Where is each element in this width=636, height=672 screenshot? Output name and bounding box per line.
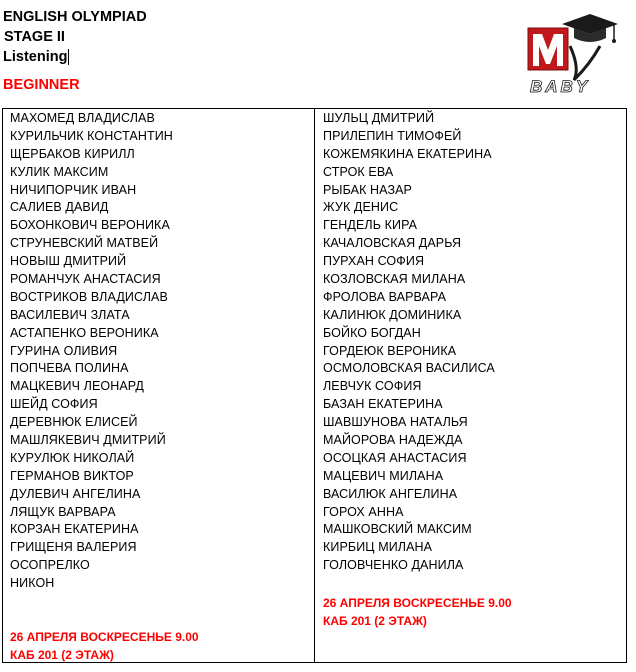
section-label: [3, 47, 147, 67]
participant-name: МАШЛЯКЕВИЧ ДМИТРИЙ: [10, 433, 166, 448]
olympiad-title: ENGLISH OLYMPIAD: [3, 9, 147, 25]
logo-baby-text: BABY: [530, 77, 591, 96]
participant-name: ГРИЩЕНЯ ВАЛЕРИЯ: [10, 540, 137, 555]
participant-name: ШАВШУНОВА НАТАЛЬЯ: [323, 415, 468, 430]
participant-name: РЫБАК НАЗАР: [323, 182, 412, 197]
participant-name: ФРОЛОВА ВАРВАРА: [323, 289, 447, 304]
participant-name: ПРИЛЕПИН ТИМОФЕЙ: [323, 128, 462, 143]
left-note-date: 26 АПРЕЛЯ ВОСКРЕСЕНЬЕ 9.00: [10, 630, 199, 644]
participant-name: ДЕРЕВНЮК ЕЛИСЕЙ: [10, 415, 138, 430]
graduation-cap-icon: [562, 14, 618, 43]
logo-swoosh: [570, 46, 600, 80]
left-column: [3, 109, 315, 662]
participant-name: КУРИЛЬЧИК КОНСТАНТИН: [10, 128, 173, 143]
participant-name: ДУЛЕВИЧ АНГЕЛИНА: [10, 486, 141, 501]
participant-name: МАЦКЕВИЧ ЛЕОНАРД: [10, 379, 144, 394]
participant-name: СТРОК ЕВА: [323, 164, 394, 179]
participant-name: БОЙКО БОГДАН: [323, 325, 421, 340]
participant-name: ГУРИНА ОЛИВИЯ: [10, 343, 118, 358]
my-baby-logo: [522, 6, 626, 96]
right-column: [315, 109, 626, 662]
participant-name: НОВЫШ ДМИТРИЙ: [10, 254, 127, 269]
listening-label: Listening: [3, 49, 68, 65]
participant-name: КОЖЕМЯКИНА ЕКАТЕРИНА: [323, 146, 492, 161]
participant-name: ЖУК ДЕНИС: [323, 200, 399, 215]
participant-name: ГОРОХ АННА: [323, 504, 404, 519]
participant-name: ЩЕРБАКОВ КИРИЛЛ: [10, 146, 135, 161]
participant-name: ГОРДЕЮК ВЕРОНИКА: [323, 343, 457, 358]
participant-name: КОРЗАН ЕКАТЕРИНА: [10, 522, 139, 537]
participant-name: НИЧИПОРЧИК ИВАН: [10, 182, 137, 197]
participant-name: КУЛИК МАКСИМ: [10, 164, 109, 179]
participant-name: ОСОЦКАЯ АНАСТАСИЯ: [323, 450, 467, 465]
participant-name: КОЗЛОВСКАЯ МИЛАНА: [323, 272, 466, 287]
participant-name: РОМАНЧУК АНАСТАСИЯ: [10, 272, 161, 287]
right-note-room: КАБ 201 (2 ЭТАЖ): [323, 614, 427, 628]
participant-name: КАЛИНЮК ДОМИНИКА: [323, 307, 462, 322]
left-name-list: [10, 110, 173, 593]
participant-name: МАХОМЕД ВЛАДИСЛАВ: [10, 111, 155, 125]
participant-name: КАЧАЛОВСКАЯ ДАРЬЯ: [323, 236, 462, 251]
participant-name: ОСМОЛОВСКАЯ ВАСИЛИСА: [323, 361, 495, 376]
participant-name: АСТАПЕНКО ВЕРОНИКА: [10, 325, 159, 340]
participant-name: МАШКОВСКИЙ МАКСИМ: [323, 522, 472, 537]
participant-name: ГОЛОВЧЕНКО ДАНИЛА: [323, 558, 464, 573]
participant-name: ПОПЧЕВА ПОЛИНА: [10, 361, 129, 376]
participant-name: МАЦЕВИЧ МИЛАНА: [323, 468, 444, 483]
participant-name: БАЗАН ЕКАТЕРИНА: [323, 397, 443, 412]
participant-name: ЛЕВЧУК СОФИЯ: [323, 379, 422, 394]
participant-name: НИКОН: [10, 576, 55, 591]
participant-name: ШУЛЬЦ ДМИТРИЙ: [323, 111, 435, 125]
participant-name: МАЙОРОВА НАДЕЖДА: [323, 433, 463, 448]
right-schedule-note: [323, 594, 512, 630]
participant-name: ВАСИЛЕВИЧ ЗЛАТА: [10, 307, 130, 322]
document-header: [3, 7, 147, 67]
participant-name: ВАСИЛЮК АНГЕЛИНА: [323, 486, 458, 501]
participant-name: ОСОПРЕЛКО: [10, 558, 90, 573]
participant-name: ЛЯЩУК ВАРВАРА: [10, 504, 116, 519]
participant-name: ГЕРМАНОВ ВИКТОР: [10, 468, 134, 483]
left-schedule-note: [10, 628, 199, 664]
participant-name: ПУРХАН СОФИЯ: [323, 254, 425, 269]
participant-name: САЛИЕВ ДАВИД: [10, 200, 109, 215]
participants-table: [2, 108, 627, 663]
participant-name: ВОСТРИКОВ ВЛАДИСЛАВ: [10, 289, 168, 304]
participant-name: КУРУЛЮК НИКОЛАЙ: [10, 450, 135, 465]
left-note-room: КАБ 201 (2 ЭТАЖ): [10, 648, 114, 662]
participant-name: ГЕНДЕЛЬ КИРА: [323, 218, 418, 233]
participant-name: СТРУНЕВСКИЙ МАТВЕЙ: [10, 236, 159, 251]
right-note-date: 26 АПРЕЛЯ ВОСКРЕСЕНЬЕ 9.00: [323, 596, 512, 610]
level-label: BEGINNER: [3, 77, 80, 93]
participant-name: КИРБИЦ МИЛАНА: [323, 540, 433, 555]
participant-name: ШЕЙД СОФИЯ: [10, 397, 98, 412]
right-name-list: [323, 110, 495, 575]
participant-name: БОХОНКОВИЧ ВЕРОНИКА: [10, 218, 170, 233]
stage-label: STAGE II: [4, 29, 65, 45]
